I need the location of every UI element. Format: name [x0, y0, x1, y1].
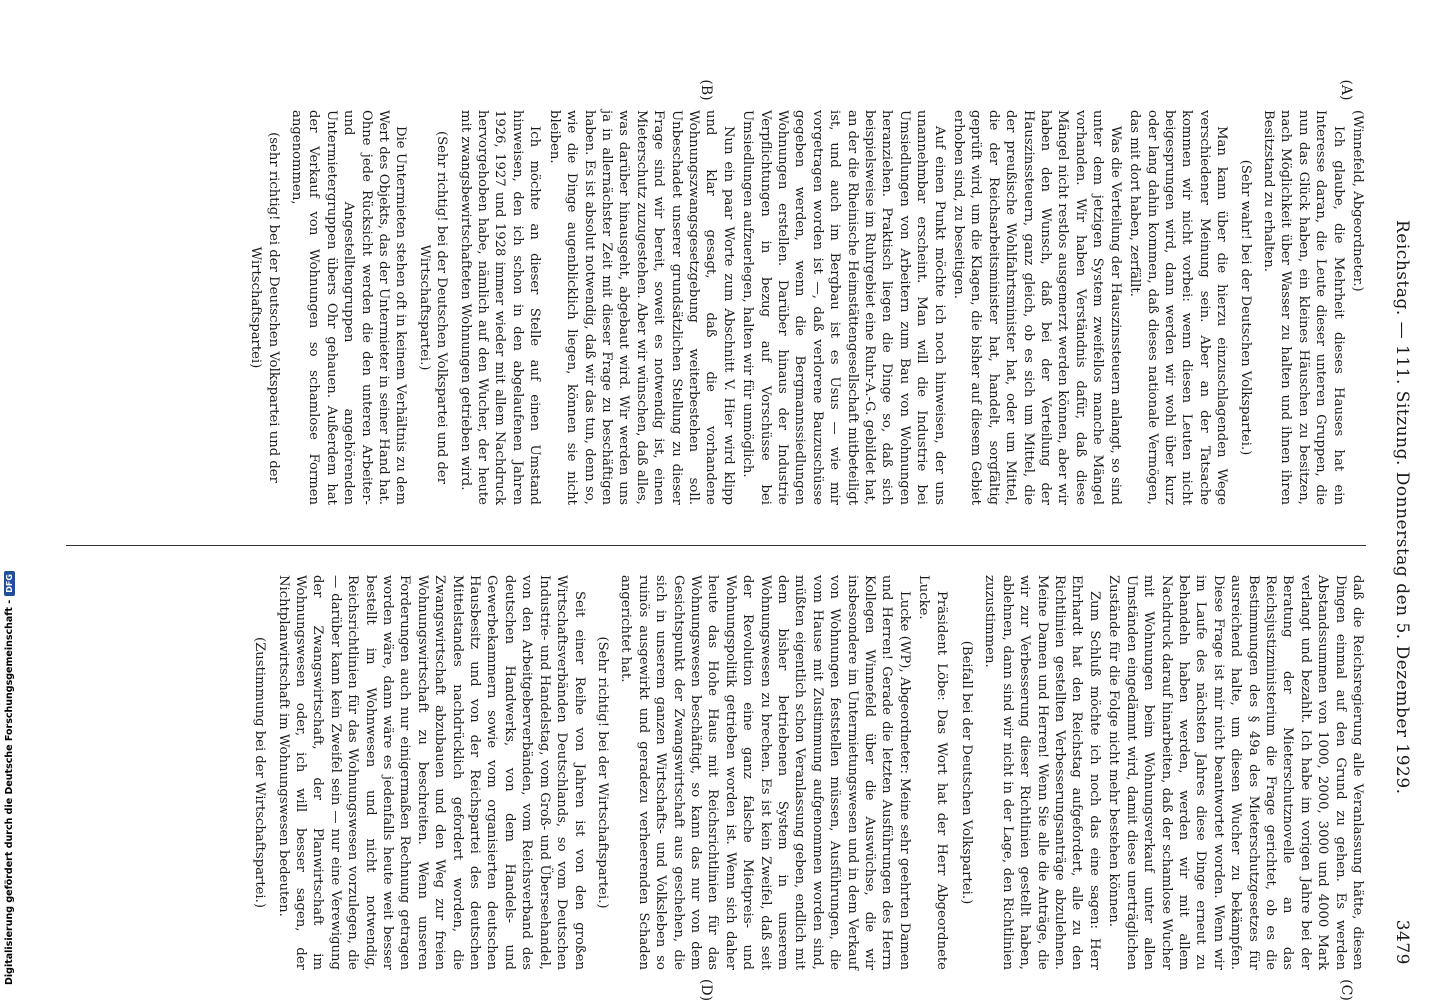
paragraph: Lucke (WP), Abgeordneter: Meine sehr geehrten Damen und Herren! Gerade die letzten Ausführungen des Herrn Kollegen Winnefeld über die Auswüchse, die wir insbesondere im Untermietungswesen und in dem Verkauf von Wohnungen feststellen müssen, Ausführungen, die vom Hause mit Zustimmung aufgenommen worden sind, müßten eigentlich schon Veranlassung geben, endlich mit dem bisher betriebenen System in unserem Wohnungswesen zu brechen. Es ist kein Zweifel, daß seit der Revolution eine ganz falsche Mietpreis- und Wohnungspolitik getrieben worden ist. Wenn sich daher heute das Hohe Haus mit Reichsrichtlinien für das Wohnungswesen beschäftigt, so kann das nur von dem Gesichtspunkt der Zwangswirtschaft aus geschehen, die sich in unserem ganzen Wirtschafts- und Volksleben so ruinös ausgewirkt und geradezu verheerenden Schaden angerichtet hat. — [618, 575, 912, 970]
speaker-line: Präsident Löbe: Das Wort hat der Herr Abgeordnete Lucke. — [916, 575, 949, 970]
left-text-column — [241, 110, 1366, 505]
reaction-note: (Sehr richtig! bei der Deutschen Volkspartei und der Wirtschaftspartei.) — [416, 130, 450, 485]
column-divider — [66, 545, 1366, 546]
reaction-note: (Sehr richtig! bei der Wirtschaftspartei.) — [594, 636, 610, 909]
dfg-logo-icon: DFG — [4, 571, 15, 596]
margin-marker-b: (B) — [698, 79, 714, 101]
paragraph: Zum Schluß möchte ich noch das eine sagen: Herr Ehrhardt hat den Reichstag aufgefordert, alle zu den Richtlinien gestellten Verbesserungsanträge abzulehnen. Meine Damen und Herren! Wenn Sie alle die Anträge, die wir zur Verbesserung dieser Richtlinien gestellt haben, ablehnen, dann sind wir nicht in der Lage, den Richtlinien zuzustimmen. — [982, 575, 1102, 970]
reaction-note: (Beifall bei der Deutschen Volkspartei.) — [959, 640, 975, 905]
paragraph: Man kann über die hierzu einzuschlagenden Wege verschiedener Meinung sein. Aber an der Tatsache kommen wir nicht vorbei: wenn diesen Leuten nicht beigesprungen wird, dann werden wir wohl über kurz oder lang dahin kommen, daß dieses nationale Vermögen, das mit dort haben, zerfällt. — [1127, 110, 1230, 505]
reaction-note: (sehr richtig! bei der Deutschen Volkspartei und der Wirtschaftspartei) — [248, 132, 281, 483]
paragraph: Ich glaube, die Mehrheit dieses Hauses hat ein Interesse daran, die Leute dieser unteren Gruppen, die nun das Glück haben, ein kleines Häuschen zu besitzen, nach Möglichkeit über Wasser zu halten und ihnen ihren Besitzstand zu erhalten. — [1260, 110, 1346, 505]
page-number: 3479 — [1392, 919, 1412, 965]
margin-marker-d: (D) — [698, 978, 714, 1002]
paragraph: Nun ein paar Worte zum Abschnitt V. Hier wird klipp und klar gesagt, daß die vorhandene Wohnungszwangsgesetzgebung weiterbestehen soll. Unbeschadet unserer grundsätzlichen Stellung zu dieser Frage sind wir bereit, soweit es notwendig ist, einen Mieterschutz zuzugestehen. Aber wir wünschen, daß alles, was darüber hinausgeht, abgebaut wird. Wir werden uns ja in allernächster Zeit mit dieser Frage zu beschäftigen haben. Es ist absolut notwendig, daß wir das tun, denn so, wie die Dinge augenblicklich liegen, können sie nicht bleiben. — [546, 110, 736, 505]
credit-text: Digitalisierung gefördert durch die Deutsche Forschungsgemeinschaft - — [4, 599, 15, 985]
paragraph: daß die Reichsregierung alle Veranlassung hätte, diesen Dingen einmal auf den Grund zu gehen. Es werden Abstandssummen von 1000, 2000, 3000 und 4000 Mark verlangt und bezahlt. Ich habe im vorigen Jahre bei der Beratung der Mieterschutznovelle an das Reichsjustizministerium die Frage gerichtet, ob es die Bestimmungen des § 49a des Mieterschutzgesetzes für ausreichend halte, um diesen Wucher zu bekämpfen. Diese Frage ist mir nicht beantwortet worden. Wenn wir im Laufe des nächsten Jahres diese Dinge erneut zu behandeln haben werden, werden wir mit allem Nachdruck darauf hinarbeiten, daß der schamlose Wucher mit Wohnungen beim Wohnungsverkauf unter allen Umständen eingedämmt wird, damit diese unerträglichen Zustände für die Folge nicht mehr bestehen können. — [1106, 575, 1365, 970]
paragraph: Die Untermieten stehen oft in keinem Verhältnis zu dem Wert des Objekts, das der Untermieter in seiner Hand hat. Ohne jede Rücksicht werden die den unteren Arbeiter- und Angestelltengruppen angehörenden Untermietergruppen übers Ohr gehauen. Außerdem hat der Verkauf von Wohnungen so schamlose Formen angenommen, — [289, 110, 409, 505]
header-title: Reichstag. — 111. Sitzung. Donnerstag den 5. Dezember 1929. — [1392, 220, 1412, 795]
margin-marker-a: (A) — [1338, 79, 1354, 101]
margin-marker-c: (C) — [1338, 979, 1354, 1001]
reaction-note: (Sehr wahr! bei der Deutschen Volkspartei.) — [1237, 159, 1253, 456]
paragraph: Auf einen Punkt möchte ich noch hinweisen, der uns unannehmbar erscheint. Man will die Industrie bei Umsiedlungen von Arbeitern zum Bau von Wohnungen heranziehen. Praktisch liegen die Dinge so, daß sich beispielsweise im Ruhrgebiet eine Ruhr-A.-G. gebildet hat, an der die Rheinische Heimstättengesellschaft mitbeteiligt ist, und auch im Bergbau ist es Usus — wie mir vorgetragen worden ist —, daß verlorene Bauzuschüsse gegeben werden, wenn die Bergmannssiedlungen Wohnungen erstellen. Darüber hinaus der Industrie Verpflichtungen in bezug auf Vorschüsse bei Umsiedlungen aufzuerlegen, halten wir für unmöglich. — [740, 110, 947, 505]
reaction-note: (Zustimmung bei der Wirtschaftspartei.) — [252, 637, 268, 908]
page-header — [1376, 110, 1412, 965]
right-text-column — [245, 575, 1366, 970]
speaker-line: (Winnefeld, Abgeordneter.) — [1350, 110, 1365, 292]
paragraph: Seit einer Reihe von Jahren ist von den großen Wirtschaftsverbänden Deutschlands, so vom Deutschen Industrie- und Handelstag, vom Groß- und Überseehandel, von den Arbeitgeberverbänden, vom Reichsverband des deutschen Handwerks, von dem Handels- und Gewerbekammern sowie vom organisierten deutschen Hausbesitz und von der Reichspartei des deutschen Mittelstandes nachdrücklich gefordert worden, die Zwangswirtschaft abzubauen und den Weg zur freien Wohnungswirtschaft zu beschreiten. Wenn unseren Forderungen auch nur einigermaßen Rechnung getragen worden wäre, dann wäre es jedenfalls heute weit besser bestellt im Wohnwesen und nicht notwendig, Reichsrichtlinien für das Wohnungswesen vorzulegen, die — darüber kann kein Zweifel sein — nur eine Verewigung der Zwangswirtschaft, der Planwirtschaft im Wohnungswesen oder, ich will besser sagen, der Nichtplanwirtschaft im Wohnungswesen bedeuten. — [275, 575, 587, 970]
paragraph: Ich möchte an dieser Stelle auf einen Umstand hinweisen, den ich schon in den abgelaufenen Jahren 1926, 1927 und 1928 immer wieder mit allem Nachdruck hervorgehoben habe, nämlich auf den Wucher, der heute mit zwangsbewirtschafteten Wohnungen getrieben wird. — [457, 110, 543, 505]
paragraph: Was die Verteilung der Hauszinssteuern anlangt, so sind unter dem jetzigen System zweifellos manche Mängel vorhanden. Wir haben Verständnis dafür, daß diese Mängel nicht restlos ausgemerzt werden können, aber wir haben den Wunsch, daß bei der Verteilung der Hauszinssteuern, ganz gleich, ob es sich um Mittel, die der preußische Wohlfahrtsminister hat, oder um Mittel, die der Reichsarbeitsminister hat, handelt, sorgfältig geprüft wird, um die Klagen, die bisher auf diesem Gebiet erhoben sind, zu beseitigen. — [951, 110, 1123, 505]
